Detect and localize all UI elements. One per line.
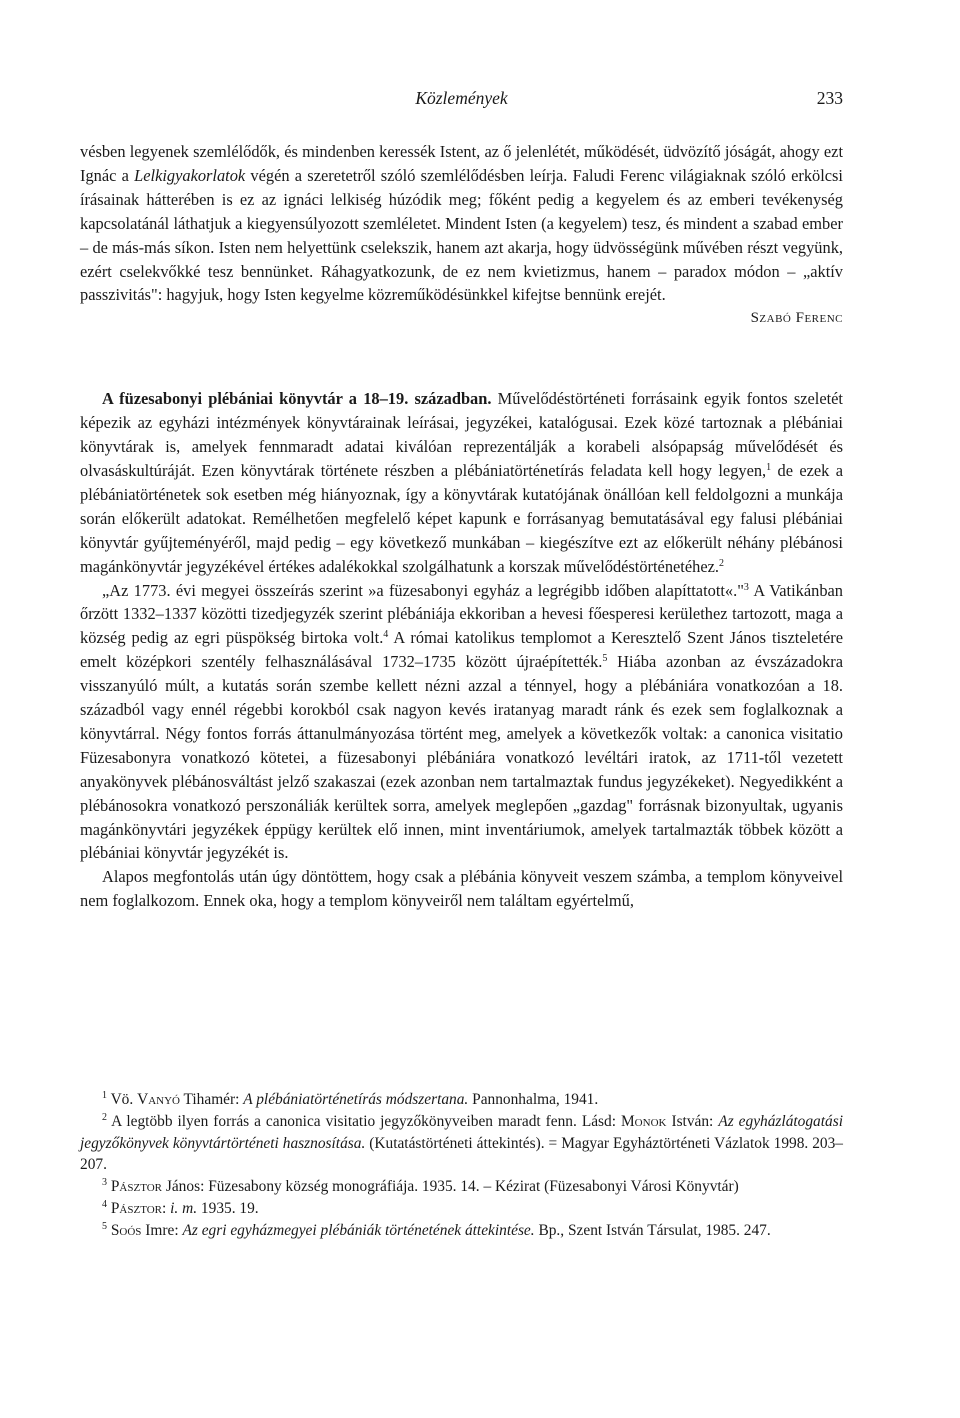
section-p1-a: Művelődéstörténeti forrásaink egyik fontos szeletét képezik az egyházi intézmények könyvtárainak leírásai, jegyzékei, katalógusai. Ezek közé tartoznak a plébániai könyvtárak is, amelyek fennmaradt adatai kiválóan reprezentálják a korabeli alsópapság művelődését és olvasáskultúráját. Ezen könyvtárak története részben a plébániatörténetírás feladata kell hogy legyen, [80,389,843,480]
footnote-ref-4[interactable]: 4 [383,629,389,641]
intro-text-a: vésben legyenek szemlélődők, és mindenben keressék Istent, az ő jelenlétét, működését, üdvözítő jóságát, ahogy ezt Ignác a [80,142,843,185]
footnote-title: A plébániatörténetírás módszertana. [243,1091,469,1108]
footnote-text: A legtöbb ilyen forrás a canonica visitatio jegyzőkönyveiben maradt fenn. Lásd: [107,1112,621,1130]
footnote-ref-3[interactable]: 3 [743,581,749,593]
footnote-author: Soós [110,1221,142,1239]
footnote-ref-5[interactable]: 5 [602,653,608,665]
footnote-1 [80,1089,843,1111]
footnote-text: Pannonhalma, 1941. [468,1091,599,1108]
footnote-2 [80,1111,843,1176]
footnote-text: János: Füzesabony község monográfiája. 1935. 14. – Kézirat (Füzesabonyi Városi Könyvtár) [162,1178,739,1196]
footnotes [80,1089,843,1242]
footnote-title: i. m. [170,1199,198,1217]
footnote-author: Pásztor [110,1178,163,1196]
footnote-number: 2 [102,1111,107,1123]
section-p2-d: Hiába azonban az évszázadokra visszanyúló múlt, a kutatás során szembe kellett nézni azzal a ténnyel, hogy a plébániára vonatkozóan a 18. századból vagy ennél régebbi korokból csak nagyon kevés iratanyag maradt ránk és ezek sem foglalkoznak a könyvtárral. Négy fontos forrás áttanulmányozása történt meg, amelyek a következők voltak: a canonica visitatio Füzesabonyra vonatkozó kötetei, a füzesabonyi plébániára vonatkozó levéltári iratok, az 1711-től vezetett anyakönyvek plébánosváltást jelző szakaszai (ezek azonban nem tartalmaztak fundus jegyzékeket). Negyedikként a plébánosokra vonatkozó perszonáliák kerültek sorra, amelyek meglepően „gazdag" forrásnak bizonyultak, ugyanis magánkönyvtári jegyzékek éppügy kerültek elő innen, mint inventáriumok, amelyek tartalmazták többek között a plébániai könyvtár jegyzékét is. [80,652,844,863]
footnote-3 [80,1176,843,1198]
footnote-author: Pásztor [110,1199,163,1217]
footnote-text: : [162,1199,171,1217]
footnote-author: Monok [621,1112,667,1130]
footnote-number: 3 [102,1177,107,1189]
footnote-author: Vanyó [137,1091,180,1108]
footnote-title: Az egri egyházmegyei plébániák történetének áttekintése. [182,1221,535,1239]
section-title: A füzesabonyi plébániai könyvtár a 18–19. században. [102,389,492,409]
section-p2-a: „Az 1773. évi megyei összeírás szerint »a füzesabonyi egyház a legrégibb időben alapíttatott«." [102,580,744,600]
section-paragraph-3: Alapos megfontolás után úgy döntöttem, hogy csak a plébánia könyveit veszem számba, a templom könyveivel nem foglalkozom. Ennek oka, hogy a templom könyveiről nem találtam egyértelmű, [80,867,843,911]
footnote-ref-2[interactable]: 2 [718,557,724,569]
running-header [80,88,843,114]
footnote-4 [80,1198,843,1220]
header-title: Közlemények [415,88,508,108]
section-paragraph-1 [80,387,843,578]
footnote-number: 5 [102,1220,107,1232]
footnote-text: Imre: [141,1221,183,1239]
intro-paragraph [80,140,843,307]
section-gap [80,331,843,387]
section-p1-b: de ezek a plébániatörténetek sok esetben még hiányoznak, így a könyvtárak kutatójának önállóan kell feldolgozni a munkája során előkerült adatokat. Remélhetően megfelelő képet kapunk e forrásanyag bemutatásával egy falusi plébániai könyvtár gyűjteményéről, majd pedig – egy következő munkában – kiegészítve ezt az előkerült néhány plébánosi magánkönyvtár jegyzékével értékes adalékokkal szolgálhatunk a korszak művelődéstörténetéhez. [80,460,843,576]
footnote-number: 1 [102,1090,107,1101]
footnote-text: (Kutatástörténeti áttekintés). = Magyar Egyháztörténeti Vázlatok 1998. 203–207. [80,1134,843,1174]
main-text [80,140,843,913]
footnote-text: 1935. 19. [197,1199,259,1217]
section-p2-c: A római katolikus templomot a Keresztelő Szent János tiszteletére emelt középkori szentély felhasználásával 1732–1735 között újraépítették. [80,628,843,672]
section-p2-b: A Vatikánban őrzött 1332–1337 közötti tizedjegyzék szerint plébániája ekkoriban a hevesi főesperesi kerülethez tartozott, maga a község pedig az egri püspökség birtoka volt. [80,580,843,648]
footnote-text: István: [666,1112,719,1130]
footnote-text: Tihamér: [179,1091,244,1108]
footnote-ref-1[interactable]: 1 [766,461,772,473]
footnote-title: Az egyházlátogatási jegyzőkönyvek könyvtártörténeti hasznosítása. [80,1112,843,1152]
footnote-text: Vö. [107,1091,138,1108]
footnote-5 [80,1220,843,1242]
footnote-text: Bp., Szent István Társulat, 1985. 247. [534,1221,771,1239]
intro-text-b: végén a szeretetről szóló szemlélődésben leírja. Faludi Ferenc világiaknak szóló erkölcsi írásainak hátterében is ez az ignáci lelkiség húzódik meg; főként pedig a kegyelem és az emberi tevékenység kapcsolatánál láthatjuk a kiegyensúlyozott szemléletet. Mindent Isten (a kegyelem) tesz, és mindent a szabad ember – de más-más síkon. Isten nem helyettünk cselekszik, hanem azt akarja, hogy üdvösségünk művében részt vegyünk, ezért cselekvőkké tesz bennünket. Ráhagyatkozunk, de ez nem kvietizmus, hanem – paradox módon – „aktív passzivitás": hagyjuk, hogy Isten kegyelme közreműködésünkkel kifejtse bennünk erejét. [80,165,843,305]
page-number: 233 [816,88,843,108]
footnote-number: 4 [102,1198,107,1210]
author-signature: Szabó Ferenc [750,310,843,327]
intro-italic-title: Lelkigyakorlatok [134,165,246,185]
section-paragraph-2 [80,579,843,866]
